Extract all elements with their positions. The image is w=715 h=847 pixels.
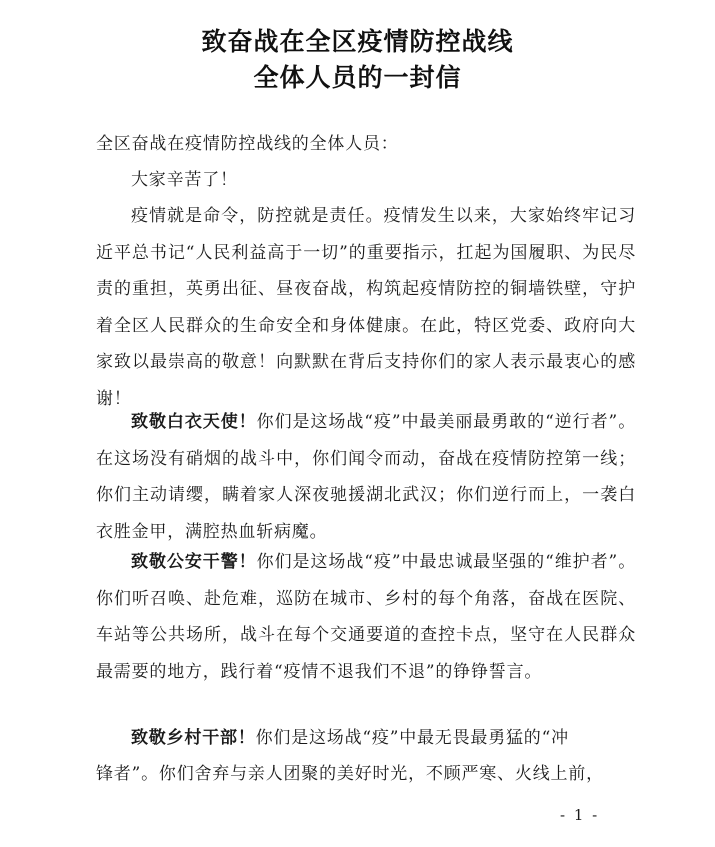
paragraph-2-text: 你们是这场战“疫”中最美丽最勇敢的“逆行者”。在这场没有硝烟的战斗中，你们闻令而动，奋战在疫情防控第一线；你们主动请缨，瞒着家人深夜驰援湖北武汉；你们逆行而上，一袭白衣胜金甲，满腔热血斩病魔。 xyxy=(96,412,636,542)
document-title-line1: 致奋战在全区疫情防控战线 xyxy=(201,27,514,56)
document-title-line2: 全体人员的一封信 xyxy=(253,63,462,92)
paragraph-3-text: 你们是这场战“疫”中最忠诚最坚强的“维护者”。你们听召唤、赴危难，巡防在城市、乡村的每个角落，奋战在医院、车站等公共场所，战斗在每个交通要道的查控卡点，坚守在人民群众最需要的地方，践行着“疫情不退我们不退”的铮铮誓言。 xyxy=(96,552,636,682)
salutation: 全区奋战在疫情防控战线的全体人员： xyxy=(96,134,399,154)
paragraph-2 xyxy=(96,404,636,550)
paragraph-1: 疫情就是命令，防控就是责任。疫情发生以来，大家始终牢记习近平总书记“人民利益高于一切”的重要指示，扛起为国履职、为民尽责的重担，英勇出征、昼夜奋战，构筑起疫情防控的铜墙铁壁，守护着全区人民群众的生命安全和身体健康。在此，特区党委、政府向大家致以最崇高的敬意！向默默在背后支持你们的家人表示最衷心的感谢！ xyxy=(96,206,636,409)
paragraph-3-lead: 致敬公安干警！ xyxy=(131,552,257,572)
paragraph-4 xyxy=(96,720,636,757)
paragraph-4-text: 你们是这场战“疫”中最无畏最勇猛的“冲 xyxy=(255,728,569,748)
paragraph-2-lead: 致敬白衣天使！ xyxy=(131,412,257,432)
greeting: 大家辛苦了！ xyxy=(131,170,238,190)
page-number: - 1 - xyxy=(560,806,600,824)
paragraph-4-lead: 致敬乡村干部！ xyxy=(131,728,256,748)
paragraph-3 xyxy=(96,544,636,690)
paragraph-4-continued: 锋者”。你们舍弃与亲人团聚的美好时光，不顾严寒、火线上前， xyxy=(96,764,604,784)
